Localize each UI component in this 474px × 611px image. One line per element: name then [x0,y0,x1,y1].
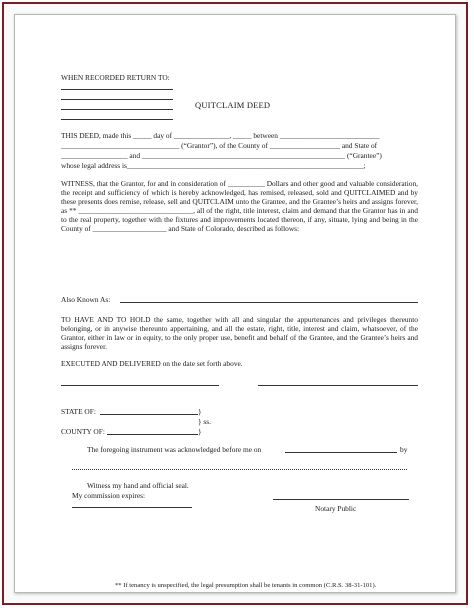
deed-intro-line-4: whose legal address is________________________________________________________________; [61,161,366,170]
commission-expires-line [72,507,192,508]
also-known-as-label: Also Known As: [61,295,111,304]
deed-intro-line-1: THIS DEED, made this _____ day of _______________, _____ between ___________________________ [61,131,380,140]
return-to-label: WHEN RECORDED RETURN TO: [61,73,170,82]
document-title: QUITCLAIM DEED [195,100,271,110]
acknowledgment-text: The foregoing instrument was acknowledged before me on [87,445,262,454]
notary-signature-line [273,499,409,500]
return-line-1 [61,89,173,90]
county-of-label: COUNTY OF: [61,427,105,436]
grantee-signature-line [258,385,418,386]
by-label: by [400,445,408,454]
return-line-2 [61,99,173,100]
tenancy-footnote: ** If tenancy is unspecified, the legal presumption shall be tenants in common (C.R.S. 38-31-101). [115,582,377,589]
deed-intro-line-3: __________________ and _______________________________________________________ (“Grantee”) [61,151,382,160]
acknowledged-by-line [72,469,407,470]
also-known-as-line [120,302,418,303]
return-line-4 [61,119,173,120]
witness-paragraph: WITNESS, that the Grantor, for and in consideration of __________ Dollars and other good and valuable consideration, the receipt and sufficiency of which is hereby acknowledged, has remised, released, sold and QUITCLAIMED and by these presents does remise, release, sell and QUITCLAIM unto the Grantee, and the Grantee’s heirs and assigns forever, as ** _______________________________, all of the right, title interest, claim and demand that the Grantor has in and to the real property, together with the fixtures and improvements located thereon, if any, situate, lying and being in the County of ____________________ and State of Colorado, described as follows: [61,179,418,233]
commission-expires-label: My commission expires: [72,491,146,500]
witness-seal-text: Witness my hand and official seal. [87,481,189,490]
deed-intro-line-2: ________________________________ (“Grantor”), of the County of ___________________ and State of [61,141,378,150]
state-of-label: STATE OF: [61,407,96,416]
return-line-3 [61,109,173,110]
grantor-signature-line [61,385,219,386]
habendum-paragraph: TO HAVE AND TO HOLD the same, together with all and singular the appurtenances and privileges thereunto belonging, or in anywise thereunto appertaining, and all the estate, right, title, interest and claim, whatsoever, of the Grantor, either in law or in equity, to the only proper use, benefit and behalf of the Grantee, and the Grantee’s heirs and assigns forever. [61,315,418,351]
notary-public-label: Notary Public [315,504,357,513]
state-brace: } [198,407,202,416]
deed-document [14,14,456,593]
county-brace: } [198,427,202,436]
page-frame [2,2,468,605]
executed-statement: EXECUTED AND DELIVERED on the date set forth above. [61,359,243,368]
county-of-line [107,434,198,435]
state-of-line [100,414,198,415]
ss-label: } ss. [198,417,211,426]
acknowledgment-date-line [285,452,397,453]
